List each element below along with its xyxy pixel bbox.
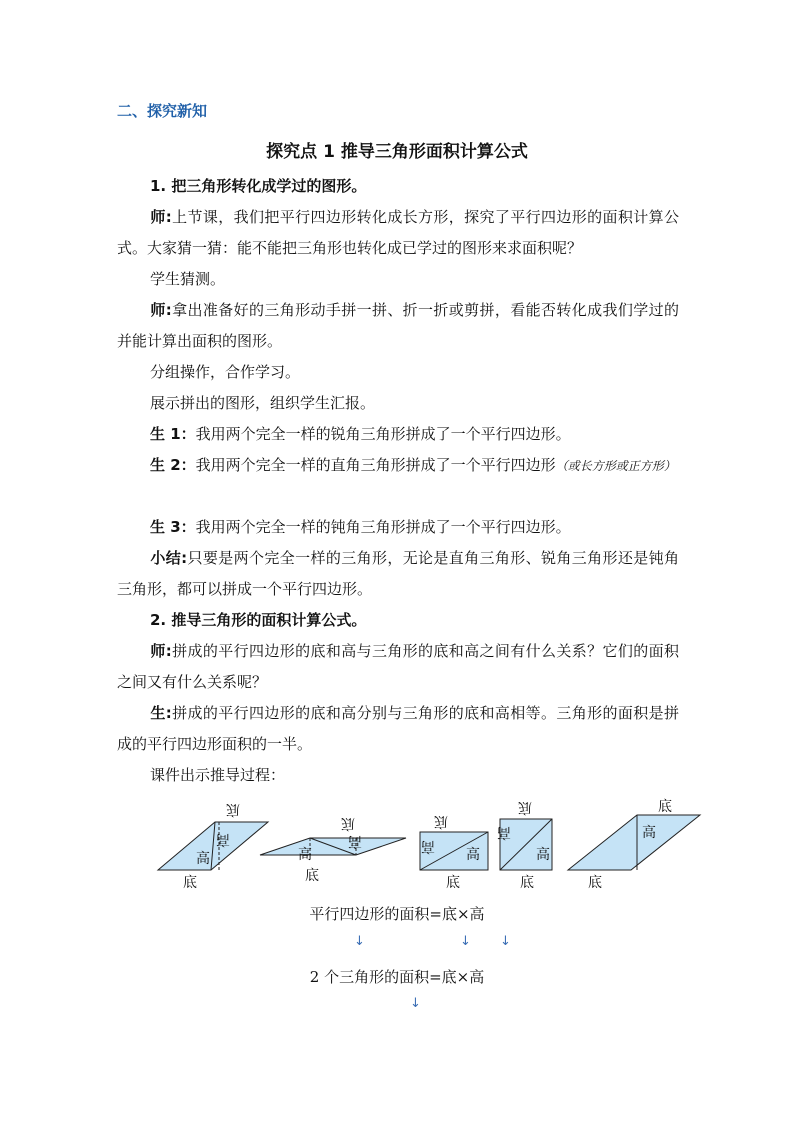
base-label-rotated: 底 (518, 799, 532, 815)
paragraph-group-work: 分组操作，合作学习。 (150, 363, 301, 381)
parallelogram-shape (568, 815, 700, 870)
paragraph-show: 展示拼出的图形，组织学生汇报。 (150, 394, 376, 412)
arrow-down-icon: ↓ (500, 934, 511, 949)
speaker-label: 生: (150, 704, 172, 722)
subhead-2: 2. 推导三角形的面积计算公式。 (150, 611, 367, 629)
speaker-label: 师: (150, 301, 172, 319)
height-label-rotated: 高 (348, 833, 362, 849)
derivation-figures (150, 795, 710, 895)
height-label: 高 (642, 825, 656, 841)
figure-obtuse-parallelogram (260, 815, 406, 884)
paragraph-text: 我用两个完全一样的锐角三角形拼成了一个平行四边形。 (195, 425, 571, 443)
arrow-down-icon: ↓ (354, 934, 365, 949)
height-label-rotated: 高 (421, 838, 435, 854)
arrow-down-icon: ↓ (460, 934, 471, 949)
base-label: 底 (446, 875, 460, 891)
height-label: 高 (298, 847, 312, 863)
paragraph-student-2 (117, 450, 679, 482)
base-label-rotated: 底 (341, 815, 355, 831)
paragraph-courseware: 课件出示推导过程： (150, 766, 286, 784)
arrow-down-icon: ↓ (410, 996, 421, 1011)
height-label: 高 (536, 847, 550, 863)
paragraph-summary (117, 543, 679, 605)
paragraph-student-3 (150, 512, 679, 543)
paragraph-text: 拼成的平行四边形的底和高分别与三角形的底和高相等。三角形的面积是拼成的平行四边形面积的一半。 (117, 704, 679, 753)
speaker-label: 生 2： (150, 456, 196, 474)
paragraph-student-1 (150, 419, 679, 450)
speaker-label: 师: (150, 208, 172, 226)
paragraph-note: （或长方形或正方形） (555, 459, 676, 473)
figure-acute-parallelogram (158, 801, 268, 891)
paragraph-teacher-2 (117, 295, 679, 357)
page-title: 探究点 1 推导三角形面积计算公式 (266, 142, 528, 162)
height-label-rotated: 高 (497, 824, 511, 840)
base-label: 底 (520, 875, 534, 891)
speaker-label: 师: (150, 642, 172, 660)
formula-two-triangles: 2 个三角形的面积=底×高 (309, 968, 485, 986)
formula-parallelogram: 平行四边形的面积=底×高 (309, 905, 485, 923)
speaker-label: 生 3： (150, 518, 196, 536)
base-label: 底 (658, 799, 672, 815)
paragraph-teacher-1 (117, 202, 679, 264)
base-label: 底 (183, 875, 197, 891)
base-label-rotated: 底 (226, 801, 240, 817)
figure-right-parallelogram (568, 798, 700, 891)
base-label: 底 (305, 868, 319, 884)
paragraph-text: 拿出准备好的三角形动手拼一拼、折一折或剪拼，看能否转化成我们学过的并能计算出面积的图形。 (117, 301, 679, 350)
speaker-label: 小结: (150, 549, 188, 567)
figure-right-rectangle (420, 813, 488, 891)
subhead-1: 1. 把三角形转化成学过的图形。 (150, 177, 367, 195)
height-label: 高 (196, 851, 210, 867)
base-label-rotated: 底 (434, 813, 448, 829)
height-label-rotated: 高 (216, 831, 230, 847)
paragraph-text: 拼成的平行四边形的底和高与三角形的底和高之间有什么关系？它们的面积之间又有什么关系呢？ (117, 642, 679, 691)
paragraph-text: 我用两个完全一样的钝角三角形拼成了一个平行四边形。 (195, 518, 571, 536)
paragraph-student-answer (117, 698, 679, 760)
paragraph-teacher-question (117, 636, 679, 698)
height-label: 高 (466, 847, 480, 863)
paragraph-text: 上节课，我们把平行四边形转化成长方形，探究了平行四边形的面积计算公式。大家猜一猜：能不能把三角形也转化成已学过的图形来求面积呢？ (117, 208, 679, 257)
base-label: 底 (588, 875, 602, 891)
paragraph-text: 只要是两个完全一样的三角形，无论是直角三角形、锐角三角形还是钝角三角形，都可以拼成一个平行四边形。 (117, 549, 679, 598)
section-heading: 二、探究新知 (117, 102, 208, 120)
paragraph-text: 我用两个完全一样的直角三角形拼成了一个平行四边形 (195, 456, 556, 474)
paragraph-students-guess: 学生猜测。 (150, 270, 226, 288)
figure-right-square (497, 799, 552, 891)
speaker-label: 生 1： (150, 425, 196, 443)
